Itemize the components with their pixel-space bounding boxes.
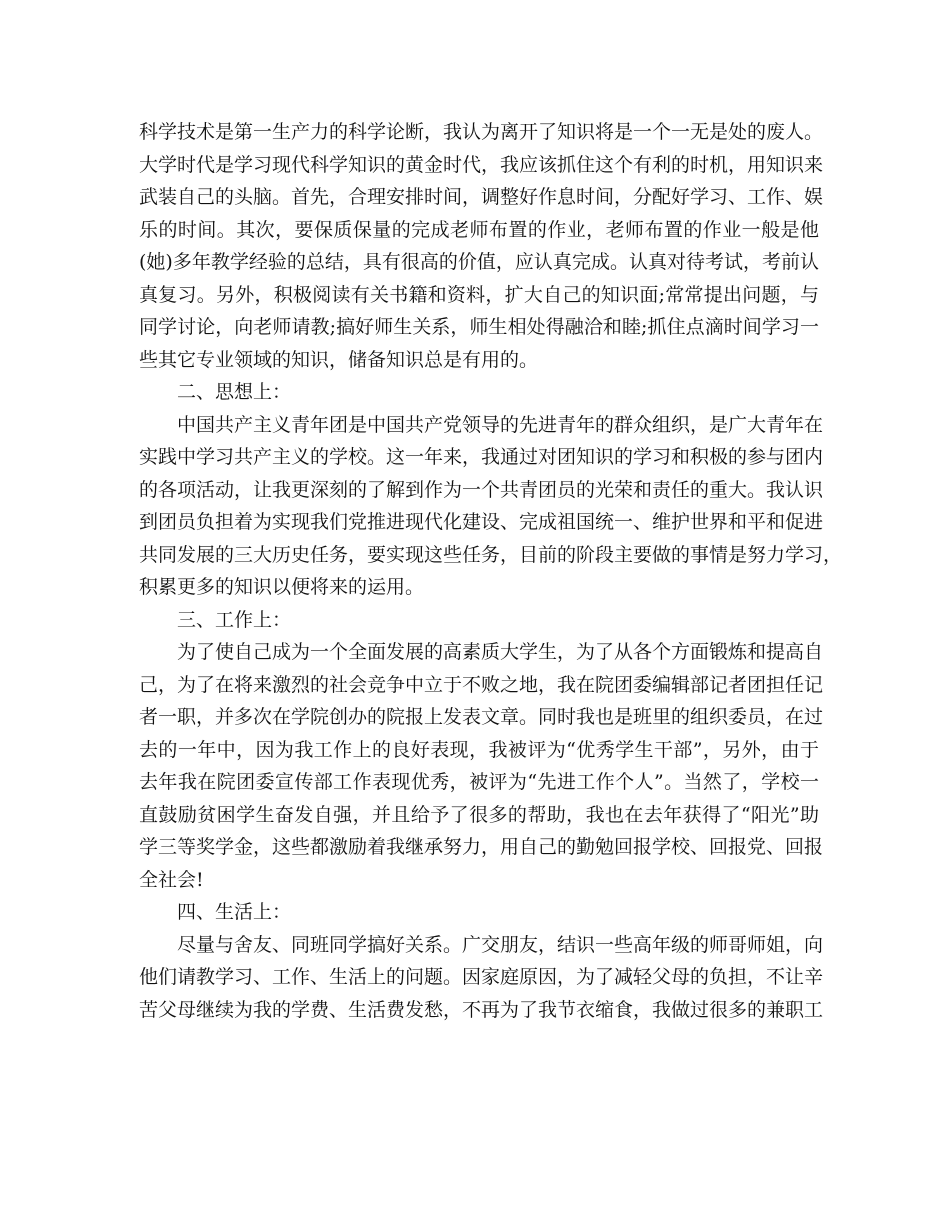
paragraph-line: 去年我在院团委宣传部工作表现优秀，被评为“先进工作个人”。当然了，学校一	[139, 771, 819, 793]
paragraph-line: 尽量与舍友、同班同学搞好关系。广交朋友，结识一些高年级的师哥师姐，向	[177, 933, 824, 956]
paragraph-line: 共同发展的三大历史任务，要实现这些任务，目前的阶段主要做的事情是努力学习，	[139, 543, 843, 566]
paragraph-line: 到团员负担着为实现我们党推进现代化建设、完成祖国统一、维护世界和平和促进	[139, 511, 824, 533]
document-body	[139, 116, 843, 1026]
paragraph-line: 他们请教学习、工作、生活上的问题。因家庭原因，为了减轻父母的负担，不让辛	[139, 966, 824, 988]
paragraph-line: 的各项活动，让我更深刻的了解到作为一个共青团员的光荣和责任的重大。我认识	[139, 478, 824, 501]
paragraph-line: 者一职，并多次在学院创办的院报上发表文章。同时我也是班里的组织委员，在过	[139, 706, 824, 728]
section-heading-thought: 二、思想上：	[177, 381, 292, 403]
paragraph-line: (她)多年教学经验的总结，具有很高的价值，应认真完成。认真对待考试，考前认	[139, 251, 819, 273]
paragraph-line: 直鼓励贫困学生奋发自强，并且给予了很多的帮助，我也在去年获得了“阳光”助	[139, 803, 819, 826]
section-heading-life: 四、生活上：	[177, 901, 292, 923]
paragraph-line: 己，为了在将来激烈的社会竞争中立于不败之地，我在院团委编辑部记者团担任记	[139, 673, 824, 696]
paragraph-line: 中国共产主义青年团是中国共产党领导的先进青年的群众组织，是广大青年在	[177, 413, 824, 436]
paragraph-line: 武装自己的头脑。首先，合理安排时间，调整好作息时间，分配好学习、工作、娱	[139, 186, 824, 208]
paragraph-line: 同学讨论，向老师请教;搞好师生关系，师生相处得融洽和睦;抓住点滴时间学习一	[139, 316, 819, 338]
paragraph-line: 全社会!	[139, 868, 204, 891]
section-heading-work: 三、工作上：	[177, 608, 292, 631]
paragraph-line: 些其它专业领域的知识，储备知识总是有用的。	[139, 348, 539, 371]
paragraph-line: 去的一年中，因为我工作上的良好表现，我被评为“优秀学生干部”，另外，由于	[139, 738, 819, 761]
paragraph-line: 乐的时间。其次，要保质保量的完成老师布置的作业，老师布置的作业一般是他	[139, 218, 819, 241]
paragraph-line: 实践中学习共产主义的学校。这一年来，我通过对团知识的学习和积极的参与团内	[139, 446, 824, 468]
paragraph-line: 真复习。另外，积极阅读有关书籍和资料，扩大自己的知识面;常常提出问题，与	[139, 283, 819, 306]
paragraph-line: 学三等奖学金，这些都激励着我继承努力，用自己的勤勉回报学校、回报党、回报	[139, 836, 824, 858]
paragraph-line: 大学时代是学习现代科学知识的黄金时代，我应该抓住这个有利的时机，用知识来	[139, 153, 824, 176]
paragraph-line: 科学技术是第一生产力的科学论断，我认为离开了知识将是一个一无是处的废人。	[139, 121, 824, 143]
paragraph-line: 积累更多的知识以便将来的运用。	[139, 576, 425, 598]
paragraph-line: 苦父母继续为我的学费、生活费发愁，不再为了我节衣缩食，我做过很多的兼职工	[139, 998, 824, 1021]
paragraph-line: 为了使自己成为一个全面发展的高素质大学生，为了从各个方面锻炼和提高自	[177, 641, 824, 663]
